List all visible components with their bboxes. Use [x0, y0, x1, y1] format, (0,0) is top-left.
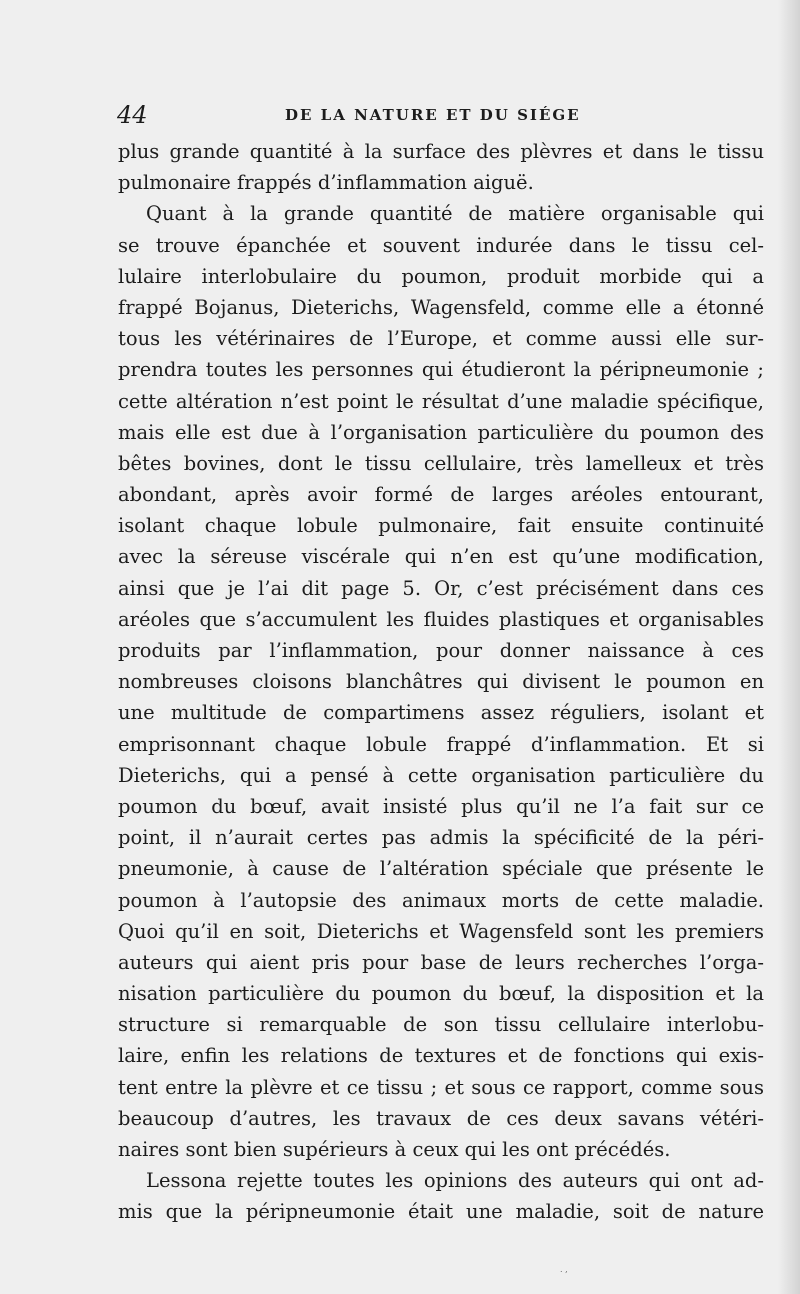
text-line: nisation particulière du poumon du bœuf, la disposition et la	[118, 982, 764, 1006]
text-line: mis que la péripneumonie était une maladie, soit de nature	[118, 1200, 764, 1224]
text-line: nombreuses cloisons blanchâtres qui divisent le poumon en	[118, 670, 764, 694]
text-line: beaucoup d’autres, les travaux de ces deux savans vétéri-	[118, 1106, 764, 1130]
text-line: pneumonie, à cause de l’altération spéciale que présente le	[118, 857, 764, 881]
text-line: point, il n’aurait certes pas admis la spécificité de la péri-	[118, 826, 764, 850]
running-head: DE LA NATURE ET DU SIÉGE	[285, 106, 581, 124]
text-line: poumon du bœuf, avait insisté plus qu’il ne l’a fait sur ce	[118, 794, 764, 818]
text-line: poumon à l’autopsie des animaux morts de cette maladie.	[118, 888, 764, 912]
text-line: lulaire interlobulaire du poumon, produit morbide qui a	[118, 264, 764, 288]
text-line: produits par l’inflammation, pour donner naissance à ces	[118, 639, 764, 662]
text-line: aréoles que s’accumulent les fluides plastiques et organisables	[118, 607, 764, 631]
text-line: frappé Bojanus, Dieterichs, Wagensfeld, comme elle a étonné	[118, 295, 764, 319]
text-line: plus grande quantité à la surface des plèvres et dans le tissu	[118, 140, 764, 163]
text-line: tent entre la plèvre et ce tissu ; et sous ce rapport, comme sous	[118, 1075, 764, 1099]
text-line: isolant chaque lobule pulmonaire, fait ensuite continuité	[118, 514, 764, 538]
ink-speck: . ,	[560, 1265, 568, 1274]
page-number: 44	[117, 101, 148, 129]
text-line: tous les vétérinaires de l’Europe, et comme aussi elle sur-	[118, 327, 764, 351]
text-line: Dieterichs, qui a pensé à cette organisation particulière du	[118, 763, 764, 787]
text-line: abondant, après avoir formé de larges aréoles entourant,	[118, 483, 764, 507]
text-line: bêtes bovines, dont le tissu cellulaire, très lamelleux et très	[118, 451, 764, 475]
text-line: Quoi qu’il en soit, Dieterichs et Wagensfeld sont les premiers	[118, 919, 764, 943]
text-line: ainsi que je l’ai dit page 5. Or, c’est précisément dans ces	[118, 576, 764, 600]
text-line: une multitude de compartimens assez réguliers, isolant et	[118, 701, 764, 725]
text-line: laire, enfin les relations de textures et de fonctions qui exis-	[118, 1044, 764, 1068]
text-line: prendra toutes les personnes qui étudieront la péripneumonie ;	[118, 358, 764, 382]
page-header	[117, 100, 767, 130]
text-line: se trouve épanchée et souvent indurée dans le tissu cel-	[118, 233, 764, 257]
text-line: cette altération n’est point le résultat d’une maladie spécifique,	[118, 389, 764, 413]
text-line: Quant à la grande quantité de matière organisable qui	[146, 202, 764, 226]
text-line: pulmonaire frappés d’inflammation aiguë.	[118, 171, 534, 195]
text-line: emprisonnant chaque lobule frappé d’inflammation. Et si	[118, 732, 764, 756]
text-line: avec la séreuse viscérale qui n’en est qu’une modification,	[118, 545, 764, 569]
page-edge-shadow	[778, 0, 800, 1294]
text-line: naires sont bien supérieurs à ceux qui les ont précédés.	[118, 1138, 671, 1161]
text-line: Lessona rejette toutes les opinions des auteurs qui ont ad-	[146, 1169, 764, 1193]
text-line: auteurs qui aient pris pour base de leurs recherches l’orga-	[118, 950, 764, 974]
text-line: structure si remarquable de son tissu cellulaire interlobu-	[118, 1013, 764, 1037]
body-text	[118, 136, 764, 1228]
text-line: mais elle est due à l’organisation particulière du poumon des	[118, 420, 764, 444]
